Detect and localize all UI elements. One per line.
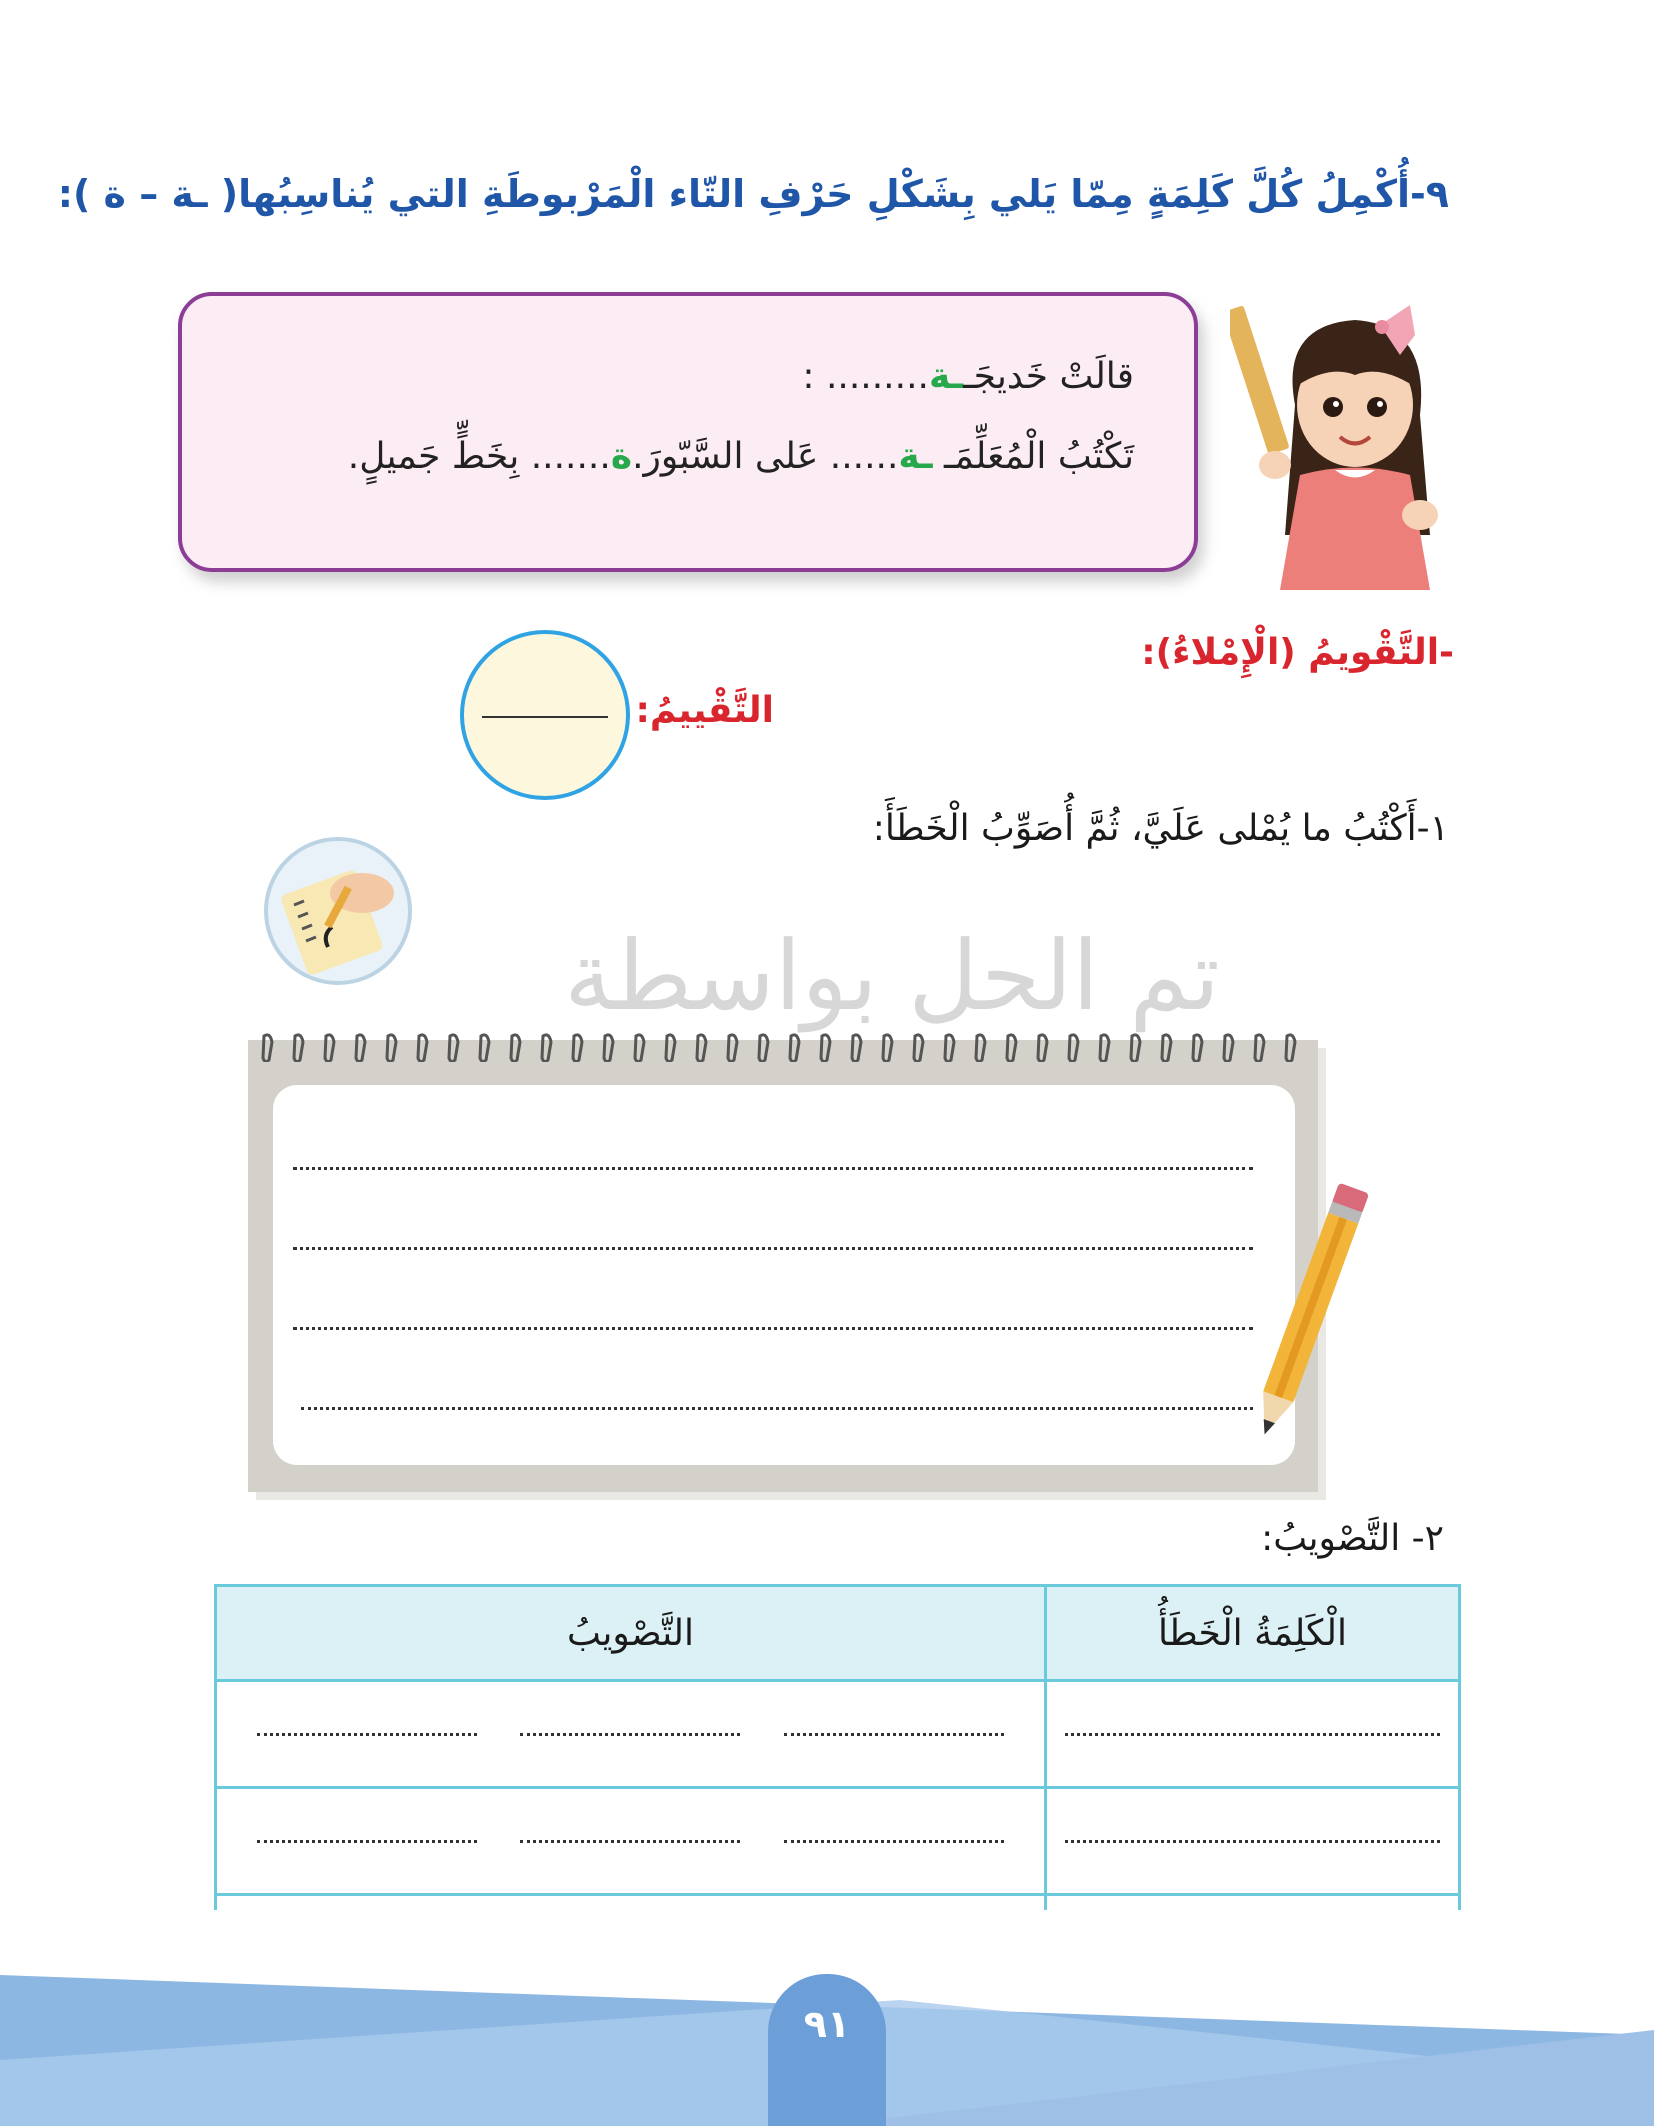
pencil-icon [1248, 1170, 1368, 1460]
spiral-ring [356, 1035, 365, 1062]
answer-3[interactable]: ة [610, 436, 633, 477]
spiral-ring [1007, 1035, 1016, 1062]
answer-2[interactable]: ـة [898, 436, 933, 477]
spiral-ring [1193, 1035, 1202, 1062]
wrong-word-cell [1046, 1895, 1460, 1911]
table-header-row [216, 1586, 1460, 1681]
spiral-ring [1100, 1035, 1109, 1062]
notebook-spiral [256, 1030, 1316, 1062]
spiral-ring [1255, 1035, 1264, 1062]
grade-line [482, 716, 608, 718]
spiral-ring [914, 1035, 923, 1062]
writing-line-4[interactable] [301, 1407, 1253, 1410]
spiral-ring [387, 1035, 396, 1062]
spiral-ring [697, 1035, 706, 1062]
sentence-1-end: ......... : [802, 356, 929, 397]
spiral-ring [1286, 1035, 1295, 1062]
spiral-ring [1162, 1035, 1171, 1062]
header-wrong-word: الْكَلِمَةُ الْخَطَأُ [1046, 1586, 1460, 1681]
writing-line-3[interactable] [293, 1327, 1253, 1330]
correction-cell[interactable] [216, 1788, 1046, 1895]
spiral-ring [759, 1035, 768, 1062]
spiral-ring [945, 1035, 954, 1062]
spiral-ring [728, 1035, 737, 1062]
spiral-ring [511, 1035, 520, 1062]
spiral-ring [449, 1035, 458, 1062]
spiral-ring [573, 1035, 582, 1062]
correction-cell[interactable] [216, 1681, 1046, 1788]
task-1-instruction: ١-أَكْتُبُ ما يُمْلى عَلَيَّ، ثُمَّ أُصَوِّبُ الْخَطَأَ: [872, 808, 1449, 849]
spiral-ring [294, 1035, 303, 1062]
notebook-paper [273, 1085, 1295, 1465]
wrong-word-cell[interactable] [1046, 1788, 1460, 1895]
spiral-ring [418, 1035, 427, 1062]
spiral-ring [1038, 1035, 1047, 1062]
dictation-notebook [248, 1040, 1318, 1492]
spiral-ring [480, 1035, 489, 1062]
spiral-ring [1131, 1035, 1140, 1062]
wrong-word-cell[interactable] [1046, 1681, 1460, 1788]
table-row [216, 1788, 1460, 1895]
task-2-heading: ٢- التَّصْويبُ: [1261, 1518, 1444, 1559]
spiral-ring [852, 1035, 861, 1062]
page-number: ٩١ [768, 1974, 886, 2126]
spiral-ring [821, 1035, 830, 1062]
spiral-ring [263, 1035, 272, 1062]
spiral-ring [666, 1035, 675, 1062]
answer-1[interactable]: ـة [928, 356, 964, 397]
spiral-ring [325, 1035, 334, 1062]
grade-circle[interactable] [460, 630, 630, 800]
sentence-2-end: ....... بِخَطٍّ جَميلٍ. [347, 436, 611, 477]
correction-table [214, 1584, 1461, 1910]
spiral-ring [1069, 1035, 1078, 1062]
watermark-line-1: تم الحل بواسطة [564, 920, 1220, 1032]
spiral-ring [976, 1035, 985, 1062]
spiral-ring [604, 1035, 613, 1062]
exercise-box [178, 292, 1198, 572]
sentence-2 [348, 436, 1134, 477]
question-9-heading: ٩-أُكْمِلُ كُلَّ كَلِمَةٍ مِمّا يَلي بِشَكْلِ حَرْفِ التّاء الْمَرْبوطَةِ التي يُناسِبُها( ـة – ة ): [57, 172, 1449, 216]
writing-line-2[interactable] [293, 1247, 1253, 1250]
spiral-ring [790, 1035, 799, 1062]
spiral-ring [1224, 1035, 1233, 1062]
table-row [216, 1681, 1460, 1788]
writing-line-1[interactable] [293, 1167, 1253, 1170]
grade-label: التَّقْييمُ: [635, 690, 774, 731]
sentence-1-start: قالَتْ خَديجَـ [963, 356, 1134, 397]
table-row [216, 1895, 1460, 1911]
spiral-ring [883, 1035, 892, 1062]
header-correction: التَّصْويبُ [216, 1586, 1046, 1681]
sentence-2-middle: ...... عَلى السَّبّورَ. [632, 436, 899, 477]
sentence-2-start: تَكْتُبُ الْمُعَلِّمَـ [932, 436, 1134, 477]
spiral-ring [542, 1035, 551, 1062]
writing-hand-icon [262, 835, 414, 987]
spiral-ring [635, 1035, 644, 1062]
correction-cell [216, 1895, 1046, 1911]
girl-with-ruler-illustration [1230, 285, 1480, 590]
sentence-1 [802, 356, 1134, 397]
evaluation-heading: -التَّقْويمُ (الْإِمْلاءُ): [1141, 632, 1454, 673]
